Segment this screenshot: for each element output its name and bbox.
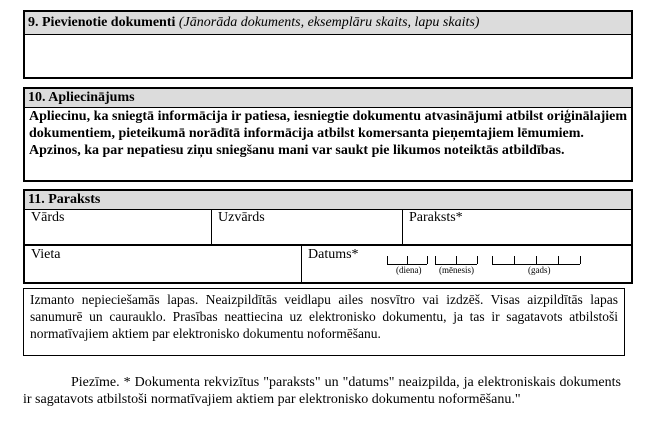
section-9-title: 9. Pievienotie dokumenti (28, 15, 176, 30)
month-label: (mēnesis) (439, 265, 474, 275)
attached-documents-field[interactable] (25, 35, 631, 77)
section-10-certification (23, 87, 633, 182)
surname-label: Uzvārds (218, 210, 265, 225)
section-11-header (25, 191, 631, 210)
date-day-input[interactable] (387, 254, 431, 275)
name-label: Vārds (31, 210, 65, 225)
day-label: (diena) (396, 265, 422, 275)
section-9-header (25, 12, 631, 35)
name-field[interactable] (25, 210, 211, 245)
place-label: Vieta (31, 247, 61, 262)
footnote (23, 374, 621, 408)
certification-text: Apliecinu, ka sniegtā informācija ir patiesa, iesniegtie dokumentu atvasinājumi atbilst oriģinālajiem dokumentiem, pieteikumā norādītā informācija atbilst komersanta pieņemtajiem lēmumiem. (29, 109, 627, 141)
section-10-header (25, 89, 631, 108)
section-9-subtitle: (Jānorāda dokuments, eksemplāru skaits, lapu skaits) (178, 15, 480, 30)
liability-text: Apzinos, ka par nepatiesu ziņu sniegšanu mani var saukt pie likumos noteiktās atbildības. (29, 143, 565, 158)
section-11-signature (23, 189, 633, 284)
row-divider (25, 244, 631, 246)
surname-field[interactable] (212, 210, 402, 245)
signature-field[interactable] (403, 210, 631, 245)
date-year-input[interactable] (492, 254, 592, 275)
place-field[interactable] (25, 247, 301, 282)
signature-label: Paraksts* (409, 210, 463, 225)
year-label: (gads) (528, 265, 551, 275)
instructions-box: Izmanto nepieciešamās lapas. Neaizpildītās veidlapu ailes nosvītro vai izdzēš. Visas aizpildītās lapas sanumurē un caurauklo. Prasības neattiecina uz elektronisko dokumentu, ja tas ir sagatavots atbilstoši normatīvajiem aktiem par elektronisko dokumentu noformēšanu. (23, 288, 625, 356)
section-9-attached-documents (23, 10, 633, 79)
section-11-title: 11. Paraksts (28, 192, 101, 207)
date-month-input[interactable] (435, 254, 485, 275)
section-10-title: 10. Apliecinājums (28, 90, 135, 105)
date-label: Datums* (308, 247, 359, 262)
footnote-text: Piezīme. * Dokumenta rekvizītus "paraksts" un "datums" neaizpilda, ja elektroniskais dokuments ir sagatavots atbilstoši normatīvajiem aktiem par elektronisko dokumentu noformēšanu." (23, 375, 621, 407)
